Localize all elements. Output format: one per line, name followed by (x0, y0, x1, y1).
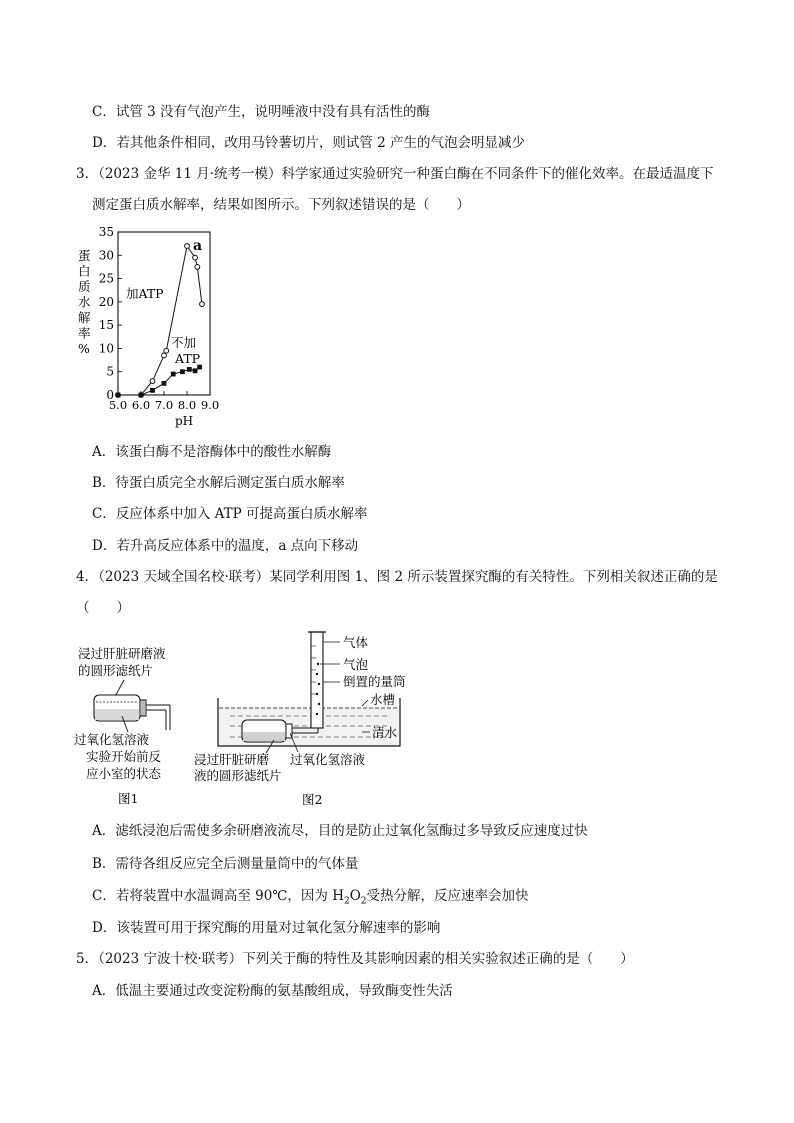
data-point-no-atp (150, 388, 155, 393)
data-point-atp (200, 302, 205, 307)
y-axis-label-char: % (78, 341, 90, 356)
ph-hydrolysis-chart (70, 222, 230, 432)
q4-option-a: A．滤纸浸泡后需使多余研磨液流尽，目的是防止过氧化氢酶过多导致反应速度过快 (92, 823, 588, 839)
fig1-caption: 图1 (118, 791, 139, 806)
fig2-label-h2o2: 过氧化氢溶液 (290, 752, 366, 767)
q4-stem-line1: 4．（2023 天域全国名校·联考）某同学利用图 1、图 2 所示装置探究酶的有关特性。下列相关叙述正确的是 (76, 569, 718, 585)
inverted-cylinder-icon (308, 632, 326, 728)
q3-stem-line2: 测定蛋白质水解率，结果如图所示。下列叙述错误的是（ ） (92, 197, 470, 213)
data-point-no-atp (193, 368, 198, 373)
fig1-label-paper-1: 浸过肝脏研磨液 (78, 646, 166, 661)
fig1-label-state-2: 应小室的状态 (86, 766, 162, 781)
q4-option-d: D．该装置可用于探究酶的用量对过氧化氢分解速率的影响 (92, 920, 441, 936)
x-tick-label: 5.0 (108, 398, 128, 412)
y-tick-label: 10 (98, 341, 114, 356)
x-axis-label: pH (175, 414, 194, 428)
data-point-atp (162, 353, 167, 358)
data-point-no-atp (162, 381, 167, 386)
point-label-a: a (193, 238, 203, 254)
x-tick-label: 8.0 (177, 398, 197, 412)
x-tick-label: 6.0 (131, 398, 151, 412)
series-label-no-atp-1: 不加 (171, 335, 197, 350)
fig2-label-paper-2: 液的圆形滤纸片 (194, 768, 282, 783)
q3-stem-line1: 3．（2023 金华 11 月·统考一模）科学家通过实验研究一种蛋白酶在不同条件下的催化效率。在最适温度下 (76, 166, 714, 182)
y-tick-label: 30 (98, 248, 114, 263)
q5-stem: 5．（2023 宁波十校·联考）下列关于酶的特性及其影响因素的相关实验叙述正确的是（ ） (76, 951, 634, 967)
q3-option-d: D．若升高反应体系中的温度，a 点向下移动 (92, 538, 359, 554)
q2-option-c: C．试管 3 没有气泡产生，说明唾液中没有具有活性的酶 (92, 104, 431, 120)
fig2-label-water: 清水 (372, 725, 398, 740)
fig1-label-paper-2: 的圆形滤纸片 (78, 663, 154, 678)
y-axis-label-char: 水 (78, 294, 91, 310)
series-atp-line (118, 246, 202, 395)
figure-2-apparatus (190, 628, 430, 810)
y-tick-label: 20 (98, 294, 114, 309)
data-point-atp (185, 244, 190, 249)
x-tick-label: 9.0 (200, 398, 220, 412)
q4-option-b: B．需待各组反应完全后测量量筒中的气体量 (92, 856, 359, 872)
q4-stem-line2: （ ） (76, 600, 130, 616)
series-label-atp: 加ATP (126, 286, 164, 301)
y-axis-label-char: 质 (78, 279, 91, 294)
fig2-label-cylinder: 倒置的量筒 (343, 674, 406, 689)
fig2-label-gas: 气体 (343, 635, 369, 650)
fig2-label-bubble: 气泡 (343, 657, 369, 672)
fig2-caption: 图2 (302, 792, 323, 807)
q4-option-c: C．若将装置中水温调高至 90℃，因为 $H_2O_2$受热分解，反应速率会加快 (92, 888, 529, 907)
y-tick-label: 35 (98, 225, 114, 239)
series-label-no-atp-2: ATP (175, 351, 201, 366)
data-point-no-atp (187, 367, 192, 372)
y-tick-label: 0 (106, 388, 114, 402)
y-tick-label: 5 (106, 364, 114, 379)
fig2-label-paper-1: 浸过肝脏研磨 (194, 752, 270, 767)
data-point-no-atp (139, 393, 144, 398)
q2-option-d: D．若其他条件相同，改用马铃薯切片，则试管 2 产生的气泡会明显减少 (92, 135, 525, 151)
y-axis-label-char: 蛋 (78, 248, 91, 263)
data-point-no-atp (180, 369, 185, 374)
x-tick-label: 7.0 (154, 398, 174, 412)
q3-option-c: C．反应体系中加入 ATP 可提高蛋白质水解率 (92, 506, 368, 522)
fig1-label-state-1: 实验开始前反 (86, 749, 162, 764)
y-axis-label-char: 率 (78, 325, 91, 341)
y-axis-label-char: 白 (78, 263, 91, 279)
data-point-atp (150, 379, 155, 384)
data-point-atp (164, 348, 169, 353)
data-point-no-atp (116, 393, 121, 398)
fig2-label-tank: 水槽 (370, 692, 396, 707)
data-point-no-atp (171, 372, 176, 377)
y-axis-label (78, 248, 91, 356)
data-point-atp (193, 255, 198, 260)
figure-1-apparatus (72, 640, 202, 810)
y-axis-label-char: 解 (78, 310, 91, 325)
q3-option-a: A．该蛋白酶不是溶酶体中的酸性水解酶 (92, 444, 332, 460)
q5-option-a: A．低温主要通过改变淀粉酶的氨基酸组成，导致酶变性失活 (92, 983, 453, 999)
y-tick-label: 15 (98, 318, 114, 333)
data-point-atp (195, 265, 200, 270)
reaction-chamber-icon (94, 695, 170, 730)
q3-option-b: B．待蛋白质完全水解后测定蛋白质水解率 (92, 475, 345, 491)
y-tick-label: 25 (98, 271, 114, 286)
fig1-label-h2o2: 过氧化氢溶液 (74, 732, 150, 747)
